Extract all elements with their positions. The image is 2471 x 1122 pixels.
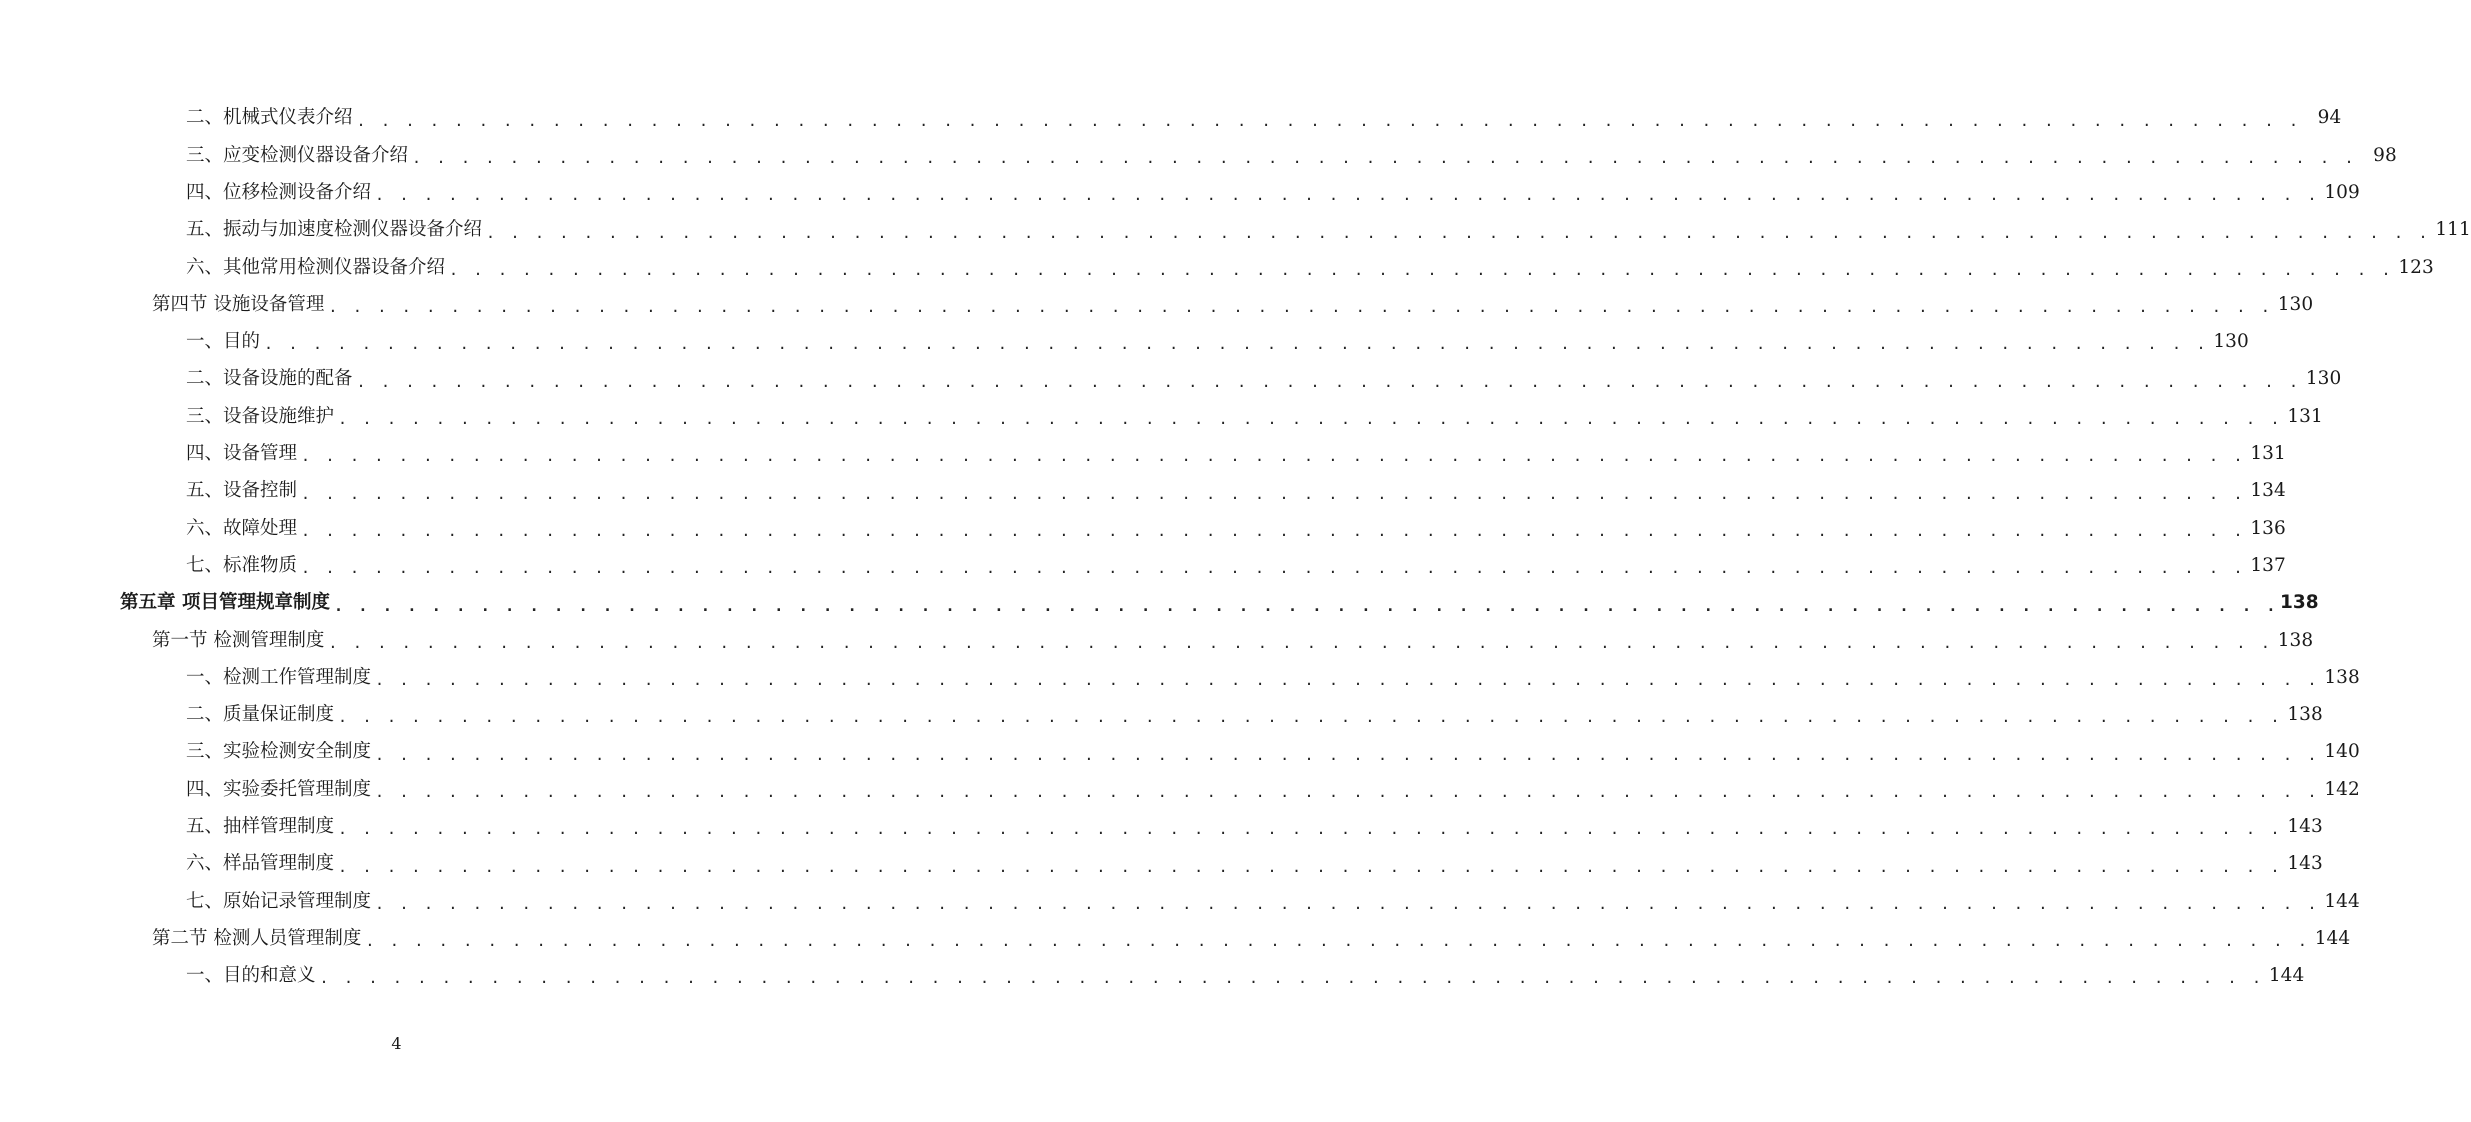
toc-dot-leader: . . . . . . . . . . . . . . . . . . . . . . . . . . . . . . . . . . . . . . . . . . . . . . . . . . . . . . . . . . . . . . . . . . . . . . . . . . . . . . . .: [338, 708, 2283, 727]
toc-entry-title: 五、抽样管理制度: [186, 816, 335, 838]
toc-dot-leader: . . . . . . . . . . . . . . . . . . . . . . . . . . . . . . . . . . . . . . . . . . . . . . . . . . . . . . . . . . . . . . . . . . . . . . . . . . . . . . . .: [338, 857, 2283, 876]
toc-subsection-entry[interactable]: [0, 734, 2360, 771]
toc-entry-title: 二、机械式仪表介绍: [186, 107, 353, 129]
toc-entry-page-number: 111: [2435, 219, 2471, 241]
toc-entry-title: 三、应变检测仪器设备介绍: [186, 144, 409, 166]
toc-dot-leader: . . . . . . . . . . . . . . . . . . . . . . . . . . . . . . . . . . . . . . . . . . . . . . . . . . . . . . . . . . . . . . . . . . . . . . . . . . . . . . . .: [375, 782, 2320, 801]
toc-entry-page-number: 130: [2213, 331, 2249, 353]
toc-entry-page-number: 144: [2268, 965, 2305, 987]
toc-dot-leader: . . . . . . . . . . . . . . . . . . . . . . . . . . . . . . . . . . . . . . . . . . . . . . . . . . . . . . . . . . . . . . . . . . . . . . . . . . . . . . . .: [319, 969, 2265, 988]
toc-entry-page-number: 130: [2305, 368, 2342, 390]
toc-entry-page-number: 138: [2280, 592, 2319, 614]
toc-entry-title: 三、实验检测安全制度: [186, 741, 372, 763]
toc-subsection-entry[interactable]: [0, 473, 2286, 510]
toc-dot-leader: . . . . . . . . . . . . . . . . . . . . . . . . . . . . . . . . . . . . . . . . . . . . . . . . . . . . . . . . . . . . . . . . . . . . . . . . . . . . . . . .: [486, 223, 2431, 242]
toc-entry-title: 一、检测工作管理制度: [186, 666, 372, 688]
toc-entry-title: 二、设备设施的配备: [186, 368, 353, 390]
toc-entry-page-number: 109: [2324, 181, 2360, 203]
toc-dot-leader: . . . . . . . . . . . . . . . . . . . . . . . . . . . . . . . . . . . . . . . . . . . . . . . . . . . . . . . . . . . . . . . . . . . . . . . . . . . . . . . .: [301, 447, 2246, 466]
toc-subsection-entry[interactable]: [0, 249, 2434, 286]
toc-subsection-entry[interactable]: [0, 771, 2360, 808]
toc-dot-leader: . . . . . . . . . . . . . . . . . . . . . . . . . . . . . . . . . . . . . . . . . . . . . . . . . . . . . . . . . . . . . . . . . . . . . . . . . . . . . . . .: [375, 745, 2320, 764]
toc-entry-page-number: 137: [2250, 554, 2286, 576]
toc-dot-leader: . . . . . . . . . . . . . . . . . . . . . . . . . . . . . . . . . . . . . . . . . . . . . . . . . . . . . . . . . . . . . . . . . . . . . . . . . . . . . . . .: [301, 521, 2246, 540]
toc-dot-leader: . . . . . . . . . . . . . . . . . . . . . . . . . . . . . . . . . . . . . . . . . . . . . . . . . . . . . . . . . . . . . . . . . . . . . . . . . . . . . . . .: [338, 410, 2283, 429]
toc-entry-page-number: 138: [2277, 629, 2314, 651]
toc-dot-leader: . . . . . . . . . . . . . . . . . . . . . . . . . . . . . . . . . . . . . . . . . . . . . . . . . . . . . . . . . . . . . . . . . . . . . . . . . . . . . . . .: [301, 484, 2246, 503]
toc-subsection-entry[interactable]: [0, 958, 2305, 995]
toc-entry-page-number: 136: [2250, 517, 2286, 539]
toc-entry-page-number: 142: [2324, 778, 2360, 800]
toc-subsection-entry[interactable]: [0, 175, 2360, 212]
toc-dot-leader: . . . . . . . . . . . . . . . . . . . . . . . . . . . . . . . . . . . . . . . . . . . . . . . . . . . . . . . . . . . . . . . . . . . . . . . . . . . . . . . .: [333, 596, 2279, 615]
toc-entry-title: 七、标准物质: [186, 554, 298, 576]
toc-subsection-entry[interactable]: [0, 100, 2342, 137]
toc-subsection-entry[interactable]: [0, 361, 2342, 398]
toc-entry-page-number: 94: [2317, 107, 2342, 129]
toc-entry-title: 一、目的和意义: [186, 965, 316, 987]
toc-subsection-entry[interactable]: [0, 809, 2323, 846]
toc-entry-page-number: 143: [2287, 853, 2323, 875]
toc-subsection-entry[interactable]: [0, 548, 2286, 585]
toc-entry-page-number: 123: [2398, 256, 2434, 278]
toc-dot-leader: . . . . . . . . . . . . . . . . . . . . . . . . . . . . . . . . . . . . . . . . . . . . . . . . . . . . . . . . . . . . . . . . . . . . . . . . . . . . . . . .: [356, 111, 2302, 130]
toc-subsection-entry[interactable]: [0, 212, 2471, 249]
toc-entry-title: 第四节 设施设备管理: [152, 293, 325, 315]
toc-entry-title: 第二节 检测人员管理制度: [152, 927, 362, 949]
toc-subsection-entry[interactable]: [0, 398, 2323, 435]
toc-subsection-entry[interactable]: [0, 137, 2397, 174]
toc-entry-title: 三、设备设施维护: [186, 405, 335, 427]
toc-dot-leader: . . . . . . . . . . . . . . . . . . . . . . . . . . . . . . . . . . . . . . . . . . . . . . . . . . . . . . . . . . . . . . . . . . . . . . . . . . . . . . . .: [375, 186, 2320, 205]
toc-entry-title: 四、位移检测设备介绍: [186, 181, 372, 203]
toc-subsection-entry[interactable]: [0, 436, 2286, 473]
toc-entry-title: 一、目的: [186, 331, 261, 353]
toc-dot-leader: . . . . . . . . . . . . . . . . . . . . . . . . . . . . . . . . . . . . . . . . . . . . . . . . . . . . . . . . . . . . . . . . . . . . . . . . . . . . . . . .: [264, 335, 2209, 354]
toc-dot-leader: . . . . . . . . . . . . . . . . . . . . . . . . . . . . . . . . . . . . . . . . . . . . . . . . . . . . . . . . . . . . . . . . . . . . . . . . . . . . . . . .: [375, 671, 2320, 690]
toc-entry-page-number: 131: [2250, 443, 2286, 465]
toc-entry-page-number: 98: [2373, 144, 2397, 166]
toc-dot-leader: . . . . . . . . . . . . . . . . . . . . . . . . . . . . . . . . . . . . . . . . . . . . . . . . . . . . . . . . . . . . . . . . . . . . . . . . . . . . . . . .: [375, 894, 2320, 913]
toc-entry-title: 七、原始记录管理制度: [186, 890, 372, 912]
toc-dot-leader: . . . . . . . . . . . . . . . . . . . . . . . . . . . . . . . . . . . . . . . . . . . . . . . . . . . . . . . . . . . . . . . . . . . . . . . . . . . . . . . .: [301, 559, 2246, 578]
toc-dot-leader: . . . . . . . . . . . . . . . . . . . . . . . . . . . . . . . . . . . . . . . . . . . . . . . . . . . . . . . . . . . . . . . . . . . . . . . . . . . . . . . .: [365, 932, 2311, 951]
toc-subsection-entry[interactable]: [0, 324, 2249, 361]
toc-entry-page-number: 138: [2324, 666, 2360, 688]
toc-dot-leader: . . . . . . . . . . . . . . . . . . . . . . . . . . . . . . . . . . . . . . . . . . . . . . . . . . . . . . . . . . . . . . . . . . . . . . . . . . . . . . . .: [356, 372, 2302, 391]
toc-section-entry[interactable]: [0, 622, 2314, 659]
toc-subsection-entry[interactable]: [0, 883, 2360, 920]
toc-entry-title: 四、设备管理: [186, 443, 298, 465]
toc-entry-title: 六、其他常用检测仪器设备介绍: [186, 256, 446, 278]
toc-entry-page-number: 143: [2287, 816, 2323, 838]
toc-dot-leader: . . . . . . . . . . . . . . . . . . . . . . . . . . . . . . . . . . . . . . . . . . . . . . . . . . . . . . . . . . . . . . . . . . . . . . . . . . . . . . . .: [328, 298, 2274, 317]
toc-chapter-entry[interactable]: [0, 585, 2319, 622]
toc-entry-page-number: 138: [2287, 704, 2323, 726]
toc-entry-page-number: 130: [2277, 293, 2314, 315]
toc-entry-title: 五、设备控制: [186, 480, 298, 502]
page-number: 4: [391, 1034, 402, 1053]
toc-subsection-entry[interactable]: [0, 510, 2286, 547]
toc-dot-leader: . . . . . . . . . . . . . . . . . . . . . . . . . . . . . . . . . . . . . . . . . . . . . . . . . . . . . . . . . . . . . . . . . . . . . . . . . . . . . . . .: [328, 633, 2274, 652]
toc-entry-page-number: 131: [2287, 405, 2323, 427]
toc-entry-title: 六、样品管理制度: [186, 853, 335, 875]
toc-subsection-entry[interactable]: [0, 846, 2323, 883]
toc-section-entry[interactable]: [0, 921, 2351, 958]
toc-entry-page-number: 144: [2314, 927, 2351, 949]
toc-dot-leader: . . . . . . . . . . . . . . . . . . . . . . . . . . . . . . . . . . . . . . . . . . . . . . . . . . . . . . . . . . . . . . . . . . . . . . . . . . . . . . . .: [338, 820, 2283, 839]
toc-entry-title: 第一节 检测管理制度: [152, 629, 325, 651]
toc-entry-title: 第五章 项目管理规章制度: [120, 592, 330, 614]
table-of-contents: [0, 100, 2471, 995]
toc-section-entry[interactable]: [0, 286, 2314, 323]
toc-subsection-entry[interactable]: [0, 697, 2323, 734]
toc-entry-page-number: 144: [2324, 890, 2360, 912]
toc-entry-page-number: 134: [2250, 480, 2286, 502]
toc-subsection-entry[interactable]: [0, 659, 2360, 696]
toc-entry-title: 六、故障处理: [186, 517, 298, 539]
toc-dot-leader: . . . . . . . . . . . . . . . . . . . . . . . . . . . . . . . . . . . . . . . . . . . . . . . . . . . . . . . . . . . . . . . . . . . . . . . . . . . . . . . .: [449, 260, 2394, 279]
toc-entry-page-number: 140: [2324, 741, 2360, 763]
toc-entry-title: 二、质量保证制度: [186, 704, 335, 726]
toc-entry-title: 四、实验委托管理制度: [186, 778, 372, 800]
toc-entry-title: 五、振动与加速度检测仪器设备介绍: [186, 219, 483, 241]
toc-dot-leader: . . . . . . . . . . . . . . . . . . . . . . . . . . . . . . . . . . . . . . . . . . . . . . . . . . . . . . . . . . . . . . . . . . . . . . . . . . . . . . . .: [412, 148, 2357, 167]
